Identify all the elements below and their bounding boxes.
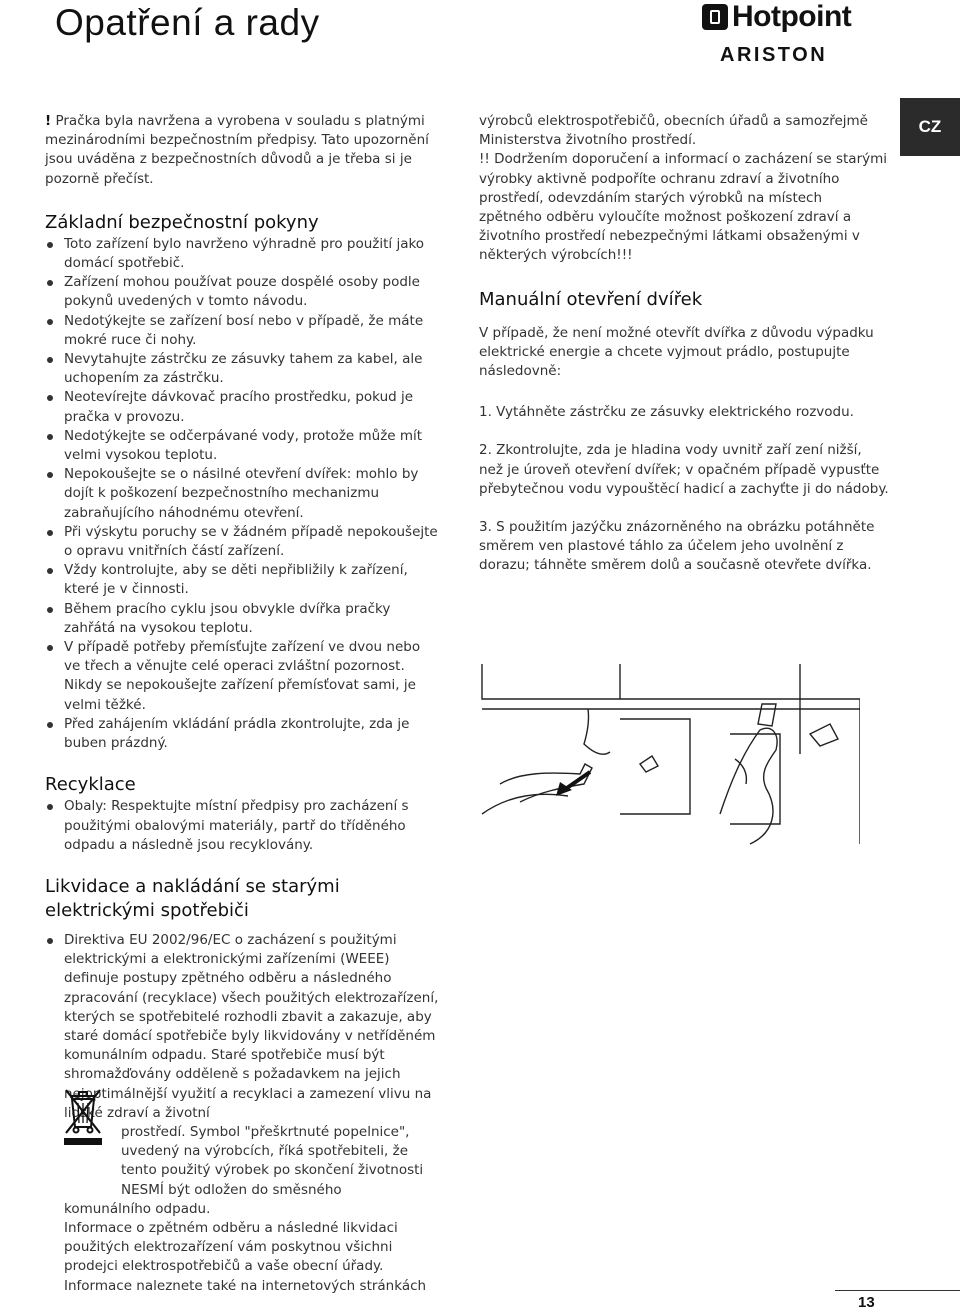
safety-item: Neotevírejte dávkovač pracího prostředku, pokud je pračka v provozu. [45,388,440,426]
safety-item: Před zahájením vkládání prádla zkontrolujte, zda je buben prázdný. [45,715,440,753]
intro-paragraph [45,112,440,189]
safety-item: Při výskytu poruchy se v žádném případě nepokoušejte o opravu vnitřních částí zařízení. [45,523,440,561]
page-number-rule [835,1290,960,1291]
manual-door-intro: V případě, že není možné otevřít dvířka z důvodu výpadku elektrické energie a chcete vyjmout prádlo, postupujte následovně: [479,324,874,380]
crossed-bin-icon [60,1085,106,1147]
page-title: Opatření a rady [55,2,320,43]
recycling-heading: Recyklace [45,774,136,796]
disposal-info: Informace o zpětném odběru a následné likvidaci použitých elektrozařízení vám poskytnou všichni prodejci elektrospotřebičů a vaše obecní úřady. Informace naleznete také na internetových stránkách [64,1219,427,1294]
safety-item: Během pracího cyklu jsou obvykle dvířka pračky zahřátá na vysokou teplotu. [45,600,440,638]
brand-mark-icon [702,4,728,30]
safety-item: Nedotýkejte se zařízení bosí nebo v případě, že máte mokré ruce či nohy. [45,312,440,350]
brand-name: Hotpoint [732,0,852,33]
safety-item: V případě potřeby přemísťujte zařízení ve dvou nebo ve třech a věnujte celé operaci zvláštní pozornost. Nikdy se nepokoušejte zařízení přemísťovat sami, je velmi těžké. [45,638,440,715]
language-tab: CZ [900,98,960,156]
safety-item: Zařízení mohou používat pouze dospělé osoby podle pokynů uvedených v tomto návodu. [45,273,440,311]
safety-item: Vždy kontrolujte, aby se děti nepřibližily k zařízení, které je v činnosti. [45,561,440,599]
intro-text: Pračka byla navržena a vyrobena v souladu s platnými mezinárodními bezpečnostním předpisy. Tato upozornění jsou uváděna z bezpečnostních důvodů a je třeba si je pozorně přečíst. [45,113,429,187]
page-number: 13 [858,1294,875,1311]
disposal-heading-line2: elektrickými spotřebiči [45,899,249,921]
disposal-paragraph: Direktiva EU 2002/96/EC o zacházení s použitými elektrickými a elektronickými zařízeními (WEEE) definuje postupy zpětného odběru a následného zpracování (recyklace) všech použitých elektrozařízení, kterých se spotřebitelé rozhodli zbavit a zakazuje, aby staré domácí spotřebiče byly likvidovány v netříděném komunálním odpadu. Staré spotřebiče musí být shromažďovány odděleně s požadavkem na jejich nejoptimálnější využití a recyklaci a zamezení vlivu na lidské zdraví a životní [64,931,439,1121]
safety-list [45,235,440,753]
recycling-list [45,797,440,855]
safety-heading: Základní bezpečnostní pokyny [45,211,319,233]
disposal-note: !! Dodržením doporučení a informací o zacházení se starými výrobky aktivně podpoříte ochranu zdraví a životního prostředí, odevzdáním starých výrobků na místech zpětného odběru vyloučíte možnost poškození zdraví a životního prostředí nebezpečnými látkami obsaženými v některých výrobcích!!! [479,151,888,264]
door-release-illustration [480,664,860,854]
disposal-continued: výrobců elektrospotřebičů, obecních úřadů a samozřejmě Ministerstva životního prostředí. [479,113,868,149]
manual-door-step-3: 3. S použitím jazýčku znázorněného na obrázku potáhněte směrem ven plastové táhlo za účelem jeho uvolnění z dorazu; táhněte směrem dolů a současně otevřete dvířka. [479,519,875,574]
manual-door-step-2: 2. Zkontrolujte, zda je hladina vody uvnitř zaří zení nižší, než je úroveň otevření dvířek; v opačném případě vypusťte přebytečnou vodu vypouštěcí hadicí a zachyťte ji do nádoby. [479,442,889,497]
manual-door-step-1: 1. Vytáhněte zástrčku ze zásuvky elektrického rozvodu. [479,404,854,421]
brand-logo [702,0,882,80]
safety-item: Nepokoušejte se o násilné otevření dvířek: mohlo by dojít k poškození bezpečnostního mechanizmu zabraňujícího náhodnému otevření. [45,465,440,523]
disposal-symbol-text: prostředí. Symbol "přeškrtnuté popelnice", uvedený na výrobcích, říká spotřebiteli, že tento použitý výrobek po skončení životnosti NESMÍ být odložen do směsného [121,1123,424,1198]
warning-mark: ! [45,113,52,129]
disposal-heading-line1: Likvidace a nakládání se starými [45,875,340,897]
recycling-item: Obaly: Respektujte místní předpisy pro zacházení s použitými obalovými materiály, partř do tříděného odpadu a následně jsou recyklovány. [45,797,440,855]
safety-item: Nevytahujte zástrčku ze zásuvky tahem za kabel, ale uchopením za zástrčku. [45,350,440,388]
disposal-heading [45,875,440,923]
safety-item: Nedotýkejte se odčerpávané vody, protože může mít velmi vysokou teplotu. [45,427,440,465]
disposal-paragraph-end: komunálního odpadu. [64,1200,211,1217]
safety-item: Toto zařízení bylo navrženo výhradně pro použití jako domácí spotřebič. [45,235,440,273]
brand-subname: ARISTON [720,44,828,66]
manual-door-heading: Manuální otevření dvířek [479,288,703,310]
right-column [479,112,889,576]
